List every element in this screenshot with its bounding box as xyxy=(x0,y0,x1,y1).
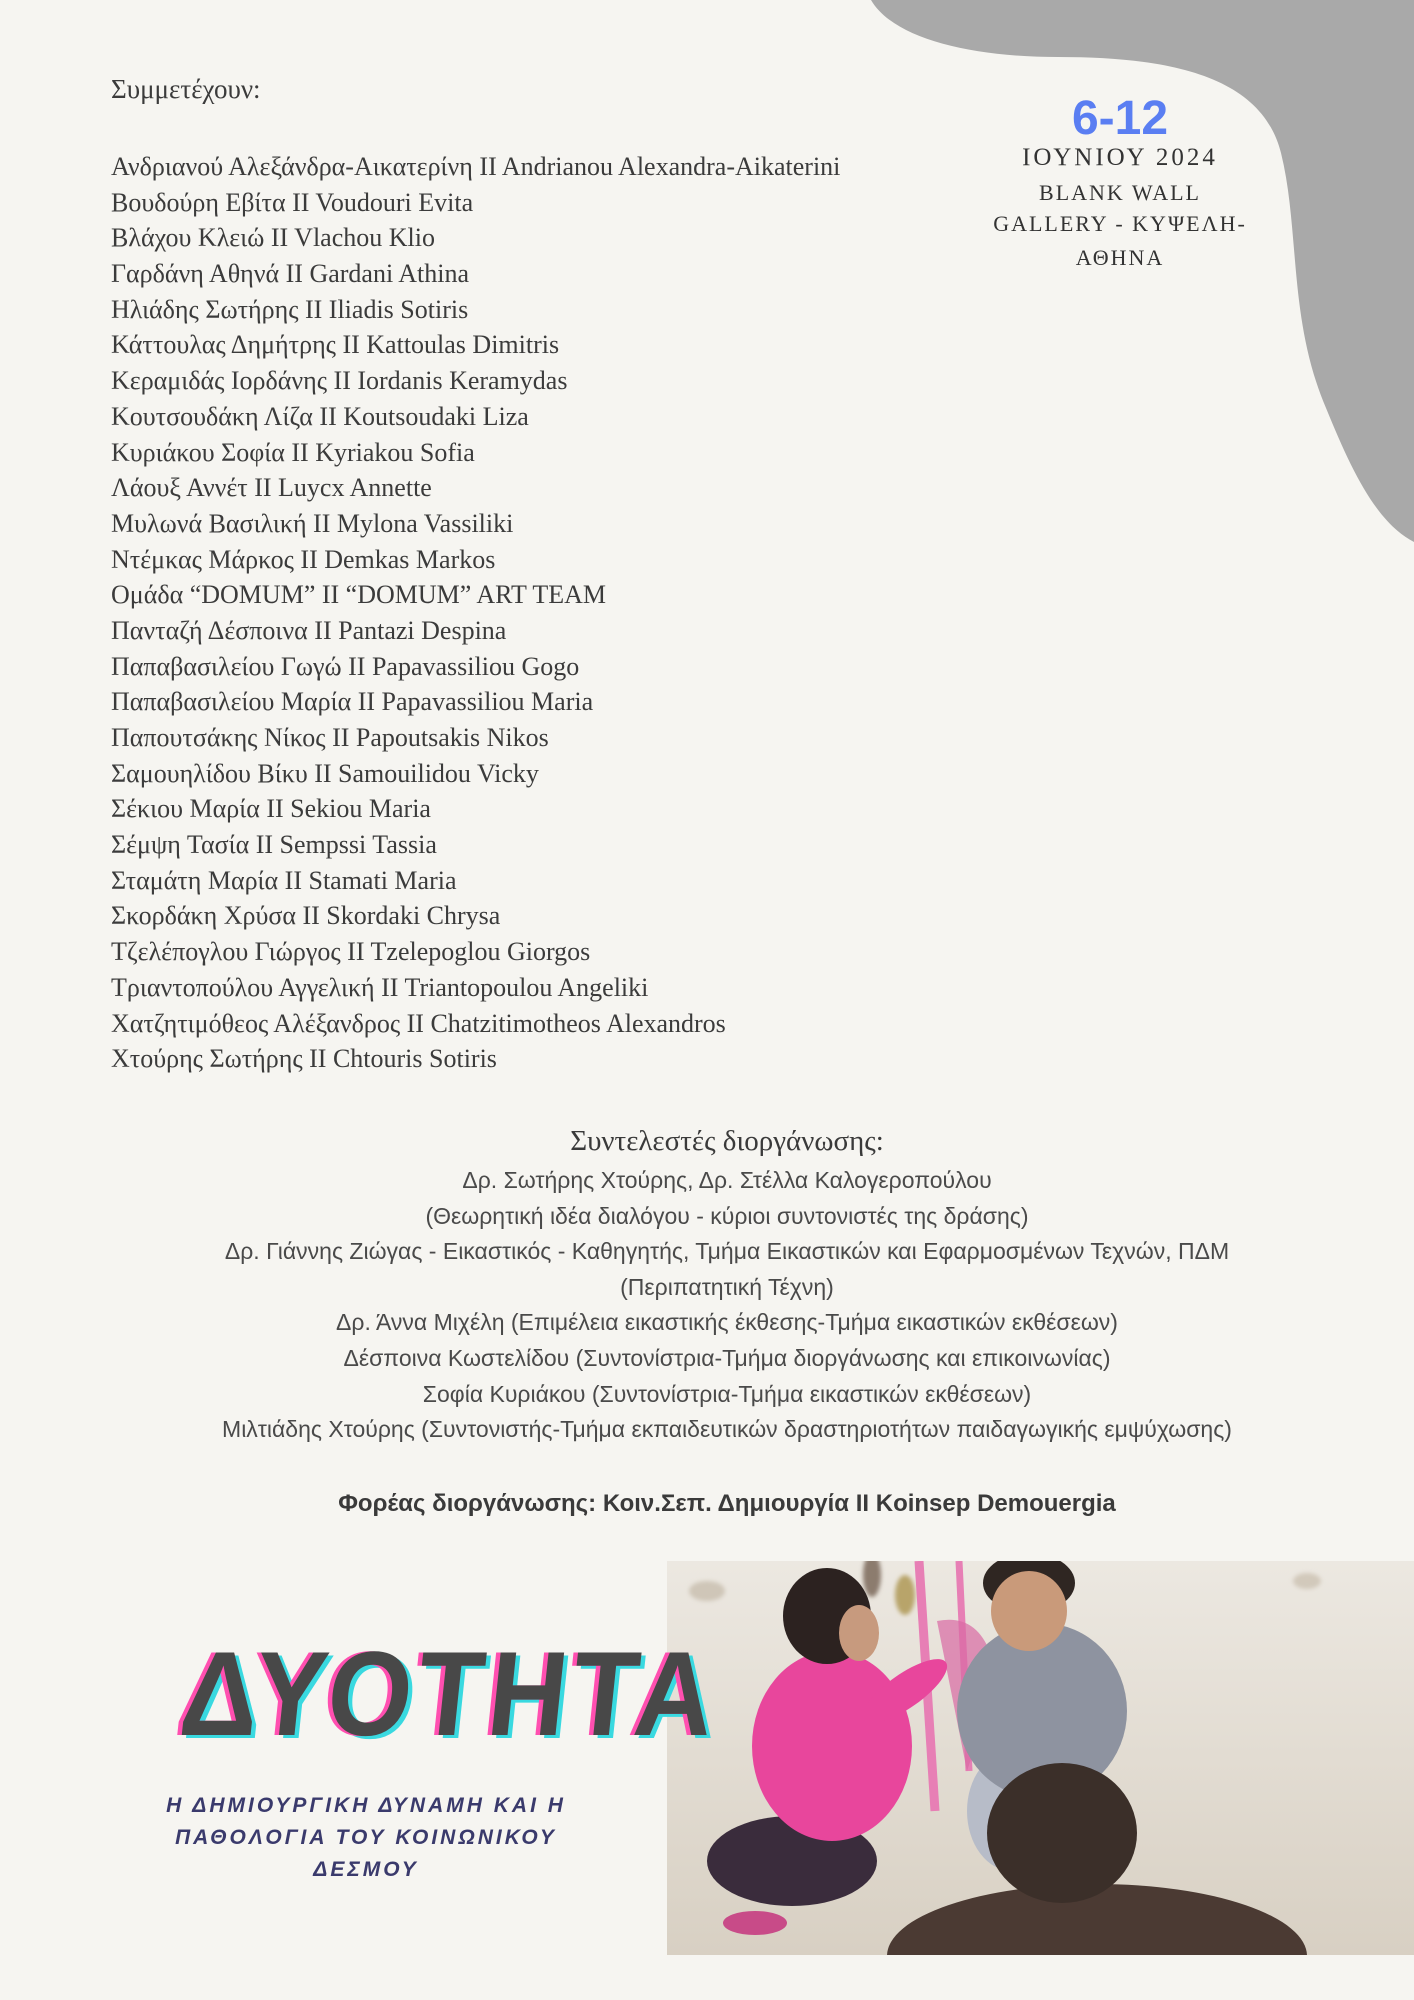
venue-line-2: GALLERY - ΚΥΨΕΛΗ- xyxy=(993,211,1247,236)
photo-girl-face xyxy=(839,1605,879,1661)
venue-line-1: BLANK WALL xyxy=(1039,180,1201,205)
subtitle-line: ΠΑΘΟΛΟΓΙΑ ΤΟΥ ΚΟΙΝΩΝΙΚΟΥ xyxy=(175,1826,557,1849)
event-month-year: ΙΟΥΝΙΟΥ 2024 xyxy=(1022,144,1218,171)
list-item: Παπαβασιλείου Γωγώ II Papavassiliou Gogo xyxy=(111,651,580,681)
photo-girl-jacket xyxy=(752,1651,912,1841)
photo-foreground-head xyxy=(987,1763,1137,1903)
subtitle-line: Η ΔΗΜΙΟΥΡΓΙΚΗ ΔΥΝΑΜΗ ΚΑΙ Η xyxy=(166,1794,566,1817)
list-item: Μυλωνά Βασιλική II Mylona Vassiliki xyxy=(111,508,514,538)
list-item: Σταμάτη Μαρία II Stamati Maria xyxy=(111,865,457,895)
photo-boy-face xyxy=(991,1571,1067,1651)
photo-girl-shoe xyxy=(723,1911,787,1935)
credit-line: Σοφία Κυριάκου (Συντονίστρια-Τμήμα εικαστικών εκθέσεων) xyxy=(422,1380,1032,1407)
host-organization: Φορέας διοργάνωσης: Κοιν.Σεπ. Δημιουργία II Koinsep Demouergia xyxy=(338,1490,1116,1517)
list-item: Κυριάκου Σοφία II Kyriakou Sofia xyxy=(111,437,475,467)
list-item: Λάουξ Αννέτ II Luycx Annette xyxy=(111,473,432,503)
list-item: Κάττουλας Δημήτρης II Kattoulas Dimitris xyxy=(111,330,560,360)
exhibition-title: ΔΥΟΤΗΤΑ xyxy=(174,1627,727,1761)
list-item: Τριαντοπούλου Αγγελική II Triantopoulou Angeliki xyxy=(111,972,649,1002)
list-item: Σέκιου Μαρία II Sekiou Maria xyxy=(111,794,431,824)
participants-heading: Συμμετέχουν: xyxy=(111,74,261,104)
list-item: Ανδριανού Αλεξάνδρα-Αικατερίνη II Andrianou Alexandra-Aikaterini xyxy=(111,152,841,181)
list-item: Τζελέπογλου Γιώργος II Tzelepoglou Giorgos xyxy=(111,937,591,967)
credit-line: Μιλτιάδης Χτούρης (Συντονιστής-Τμήμα εκπαιδευτικών δραστηριοτήτων παιδαγωγικής εμψύχωσης) xyxy=(222,1416,1232,1443)
participants-list xyxy=(111,149,840,1077)
photo-distant-figure xyxy=(689,1581,725,1601)
credit-line: Δρ. Άννα Μιχέλη (Επιμέλεια εικαστικής έκθεσης-Τμήμα εικαστικών εκθέσεων) xyxy=(336,1309,1118,1336)
event-dates: 6-12 xyxy=(1071,92,1169,145)
list-item: Παπαβασιλείου Μαρία II Papavassiliou Maria xyxy=(111,687,594,717)
list-item: Σκορδάκη Χρύσα II Skordaki Chrysa xyxy=(111,901,501,931)
organizers-heading: Συντελεστές διοργάνωσης: xyxy=(570,1125,884,1157)
credit-line: Δρ. Σωτήρης Χτούρης, Δρ. Στέλλα Καλογεροπούλου xyxy=(462,1167,992,1193)
list-item: Κουτσουδάκη Λίζα II Koutsoudaki Liza xyxy=(111,401,529,431)
list-item: Ηλιάδης Σωτήρης II Iliadis Sotiris xyxy=(111,294,469,324)
photo-distant-figure xyxy=(1293,1573,1321,1589)
venue-line-3: ΑΘΗΝΑ xyxy=(1075,245,1165,270)
list-item: Ντέμκας Μάρκος II Demkas Markos xyxy=(111,544,496,574)
list-item: Παπουτσάκης Νίκος II Papoutsakis Nikos xyxy=(111,723,549,752)
list-item: Γαρδάνη Αθηνά II Gardani Athina xyxy=(111,259,470,289)
photo-children-playing xyxy=(667,1561,1414,1955)
credit-line: (Περιπατητική Τέχνη) xyxy=(620,1273,834,1300)
list-item: Πανταζή Δέσποινα II Pantazi Despina xyxy=(111,615,507,645)
credit-line: (Θεωρητική ιδέα διαλόγου - κύριοι συντονιστές της δράσης) xyxy=(425,1202,1029,1229)
list-item: Σαμουηλίδου Βίκυ II Samouilidou Vicky xyxy=(111,758,539,788)
photo-distant-figure xyxy=(895,1575,915,1615)
exhibition-subtitle xyxy=(126,1790,606,1886)
list-item: Κεραμιδάς Ιορδάνης II Iordanis Keramydas xyxy=(111,366,568,396)
list-item: Βλάχου Κλειώ II Vlachou Klio xyxy=(111,223,435,253)
list-item: Βουδούρη Εβίτα II Voudouri Evita xyxy=(111,187,474,217)
credit-line: Δέσποινα Κωστελίδου (Συντονίστρια-Τμήμα διοργάνωσης και επικοινωνίας) xyxy=(343,1344,1111,1371)
list-item: Ομάδα “DOMUM” II “DOMUM” ART TEAM xyxy=(111,580,607,610)
list-item: Σέμψη Τασία II Sempssi Tassia xyxy=(111,830,437,860)
list-item: Χατζητιμόθεος Αλέξανδρος II Chatzitimotheos Alexandros xyxy=(111,1008,726,1038)
organizers-credits xyxy=(40,1163,1414,1448)
credit-line: Δρ. Γιάννης Ζιώγας - Εικαστικός - Καθηγητής, Τμήμα Εικαστικών και Εφαρμοσμένων Τεχνών, ΠΔΜ xyxy=(224,1238,1230,1265)
subtitle-line: ΔΕΣΜΟΥ xyxy=(313,1858,419,1881)
list-item: Χτούρης Σωτήρης II Chtouris Sotiris xyxy=(111,1044,497,1074)
